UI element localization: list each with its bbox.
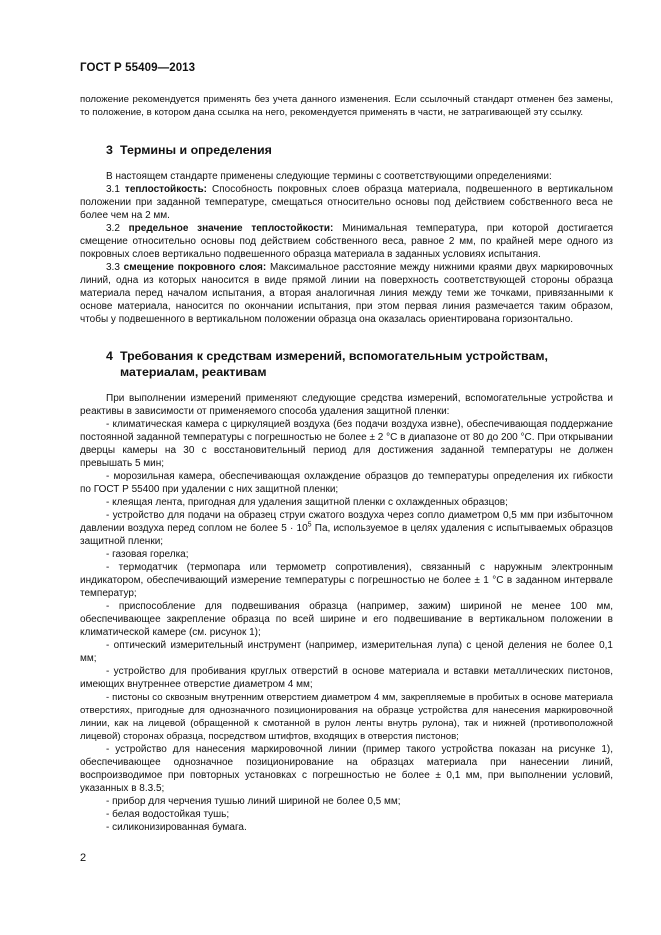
list-item: - силиконизированная бумага.	[106, 822, 247, 833]
document-body	[80, 93, 613, 834]
list-item: - газовая горелка;	[106, 549, 189, 560]
term-name: смещение покровного слоя:	[123, 262, 267, 273]
term-3-1: 3.1 теплостойкость: Способность покровных слоев образца материала, подвешенного в вертикальном положении при заданной температуре, смещаться относительно основы под действием собственного веса не более чем на 2 мм.	[80, 184, 613, 221]
section-3-heading	[80, 142, 613, 158]
list-item: - приспособление для подвешивания образца (например, зажим) шириной не менее 100 мм, обеспечивающее закрепление образца по всей ширине и его подвешивание в вертикальном положении в климатической камере (см. рисунок 1);	[80, 601, 613, 638]
list-item: - пистоны со сквозным внутренним отверстием диаметром 4 мм, закрепляемые в пробитых в основе материала отверстиях, пригодные для однозначного позиционирования на образце устройства для нанесения маркировочной линии, как на лицевой (обращенной к смотанной в рулон ленты внутрь рулона), так и нижней (противоположной лицевой) сторонах образца, посредством штифтов, входящих в отверстия пистонов;	[80, 692, 613, 742]
intro-paragraph: положение рекомендуется применять без учета данного изменения. Если ссылочный стандарт отменен без замены, то положение, в котором дана ссылка на него, рекомендуется применять в части, не затрагивающей эту ссылку.	[80, 94, 613, 118]
section-3-lead: В настоящем стандарте применены следующие термины с соответствующими определениями:	[106, 171, 552, 182]
list-item: - устройство для пробивания круглых отверстий в основе материала и вставки металлических пистонов, имеющих внутреннее отверстие диаметром 4 мм;	[80, 666, 613, 690]
term-name: теплостойкость:	[124, 184, 207, 195]
list-item: - устройство для нанесения маркировочной линии (пример такого устройства показан на рисунке 1), обеспечивающее однозначное позиционирование на образцах материала при нанесении линий, воспроизводимое при повторных установках с погрешностью не более ± 0,1 мм, при выполнении условий, указанных в 8.3.5;	[80, 744, 613, 794]
list-item-nozzle: - устройство для подачи на образец струи сжатого воздуха через сопло диаметром 0,5 мм при избыточном давлении воздуха перед соплом не более $5 \cdot 10^5$ Па, используемое в целях удаления с испытываемых образцов защитной пленки;	[80, 510, 613, 547]
section-4-title-line-2: материалам, реактивам	[120, 365, 267, 379]
term-name: предельное значение теплостойкости:	[128, 223, 334, 234]
section-4-heading	[80, 348, 613, 380]
list-item: - климатическая камера с циркуляцией воздуха (без подачи воздуха извне), обеспечивающая поддержание постоянной заданной температуры с погрешностью не более ± 2 °С в диапазоне от 80 до 200 °С. При открывании дверцы камеры на 30 с восстановительный период для достижения заданной температуры не должен превышать 5 мин;	[80, 419, 613, 469]
list-item: - морозильная камера, обеспечивающая охлаждение образцов до температуры определения их гибкости по ГОСТ Р 55400 при удалении с них защитной пленки;	[80, 471, 613, 495]
section-4-title-line-1: Требования к средствам измерений, вспомогательным устройствам,	[120, 349, 548, 363]
list-item: - клеящая лента, пригодная для удаления защитной пленки с охлажденных образцов;	[106, 497, 508, 508]
list-item: - прибор для черчения тушью линий шириной не более 0,5 мм;	[106, 796, 401, 807]
section-3-number: 3	[106, 143, 113, 157]
section-4-number: 4	[106, 349, 113, 363]
document-header: ГОСТ Р 55409—2013	[80, 62, 196, 74]
list-item: - белая водостойкая тушь;	[106, 809, 230, 820]
page-number: 2	[80, 852, 87, 864]
section-4-lead: При выполнении измерений применяют следующие средства измерений, вспомогательные устройства и реактивы в зависимости от применяемого способа удаления защитной пленки:	[80, 393, 613, 417]
section-3-title: Термины и определения	[120, 143, 272, 157]
list-item: - оптический измерительный инструмент (например, измерительная лупа) с ценой деления не более 0,1 мм;	[80, 640, 613, 664]
term-3-3: 3.3 смещение покровного слоя: Максимальное расстояние между нижними краями двух маркировочных линий, одна из которых наносится в виде прямой линии на поверхность соответствующей стороны образца материала перед началом испытания, а вторая аналогичная линия между теми же точками, привязанными к основе материала, наносится по окончании испытания, при этом первая линия размечается таким образом, чтобы у подвешенного в вертикальном положении образца она оказалась ориентирована горизонтально.	[80, 262, 614, 325]
term-3-2: 3.2 предельное значение теплостойкости: Минимальная температура, при которой достигается смещение относительно основы под действием собственного веса, равное 2 мм, по крайней мере одного из покровных слоев вертикально подвешенного образца материала в заданных условиях испытания.	[80, 223, 614, 260]
list-item: - термодатчик (термопара или термометр сопротивления), связанный с наружным электронным индикатором, обеспечивающий измерение температуры с погрешностью не более ± 1 °С в заданном интервале температур;	[80, 562, 613, 599]
